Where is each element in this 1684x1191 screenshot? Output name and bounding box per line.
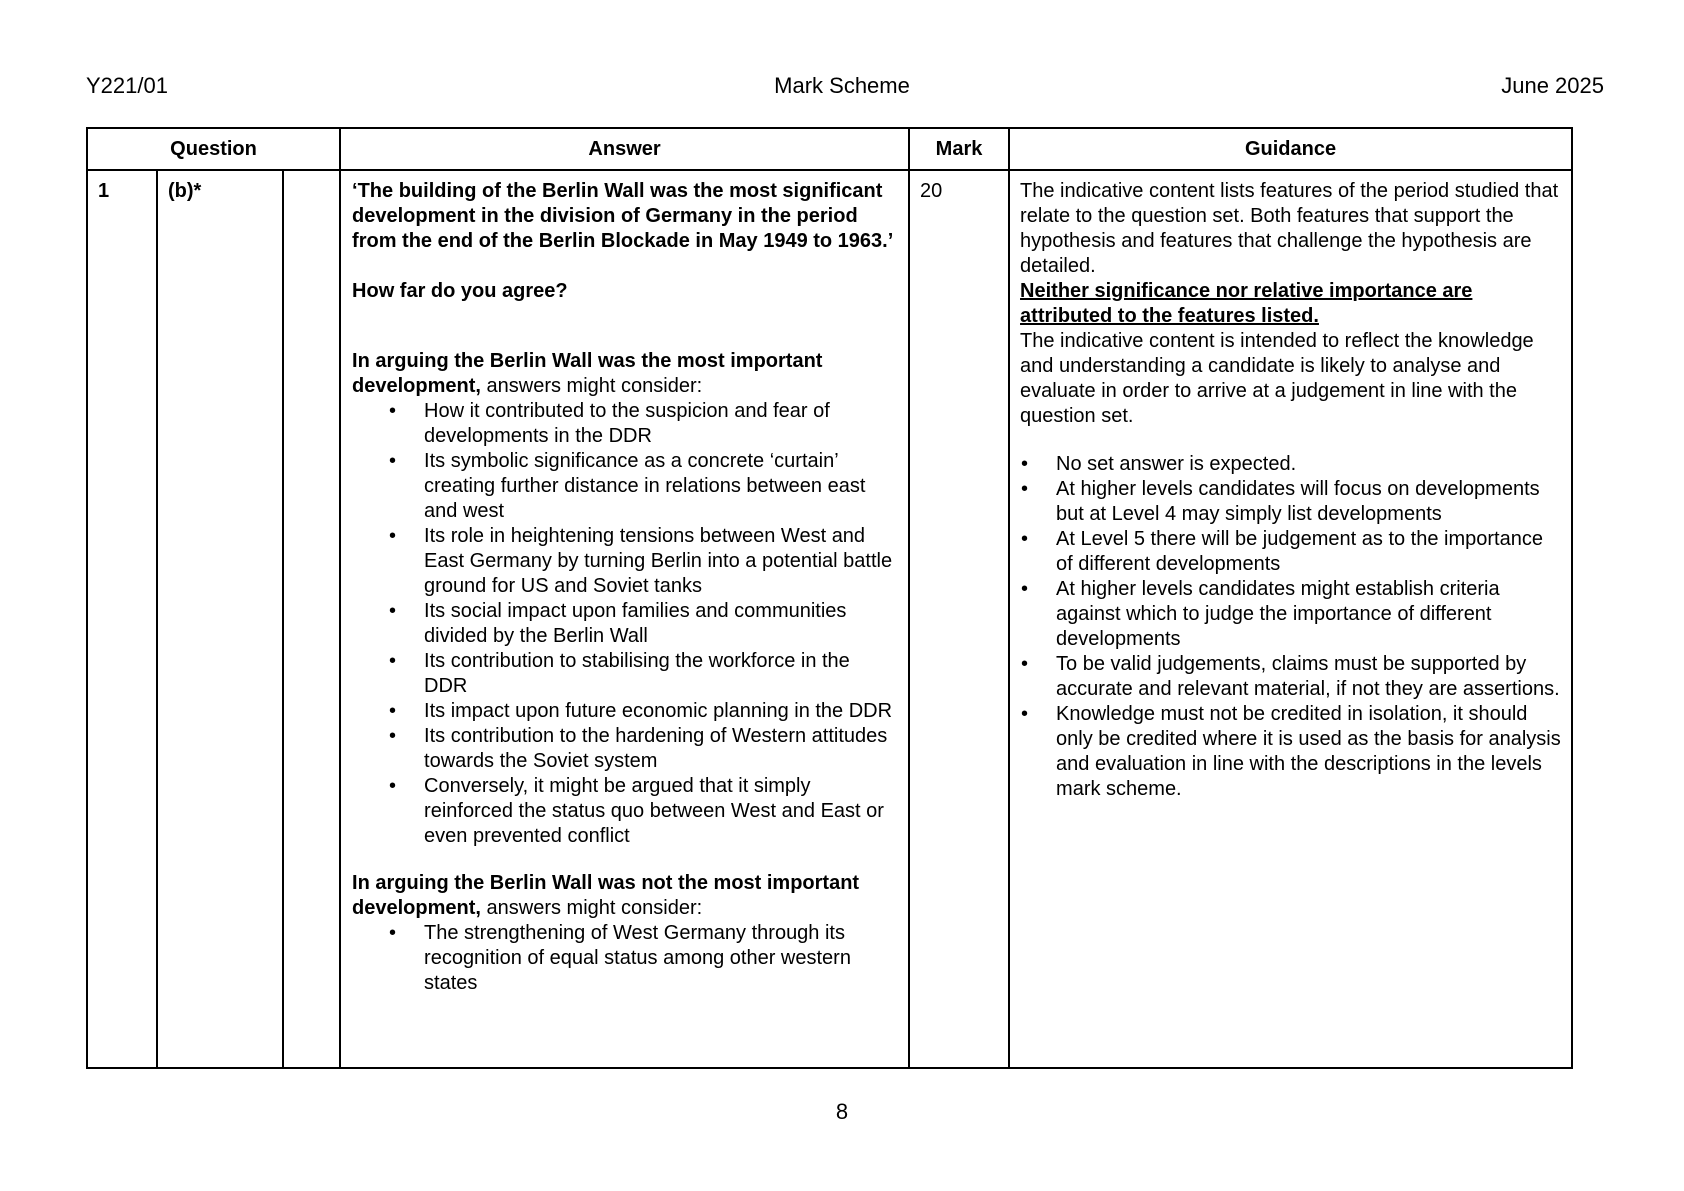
question-number: 1 bbox=[87, 170, 157, 1068]
for-points-list bbox=[352, 399, 898, 849]
mark-value: 20 bbox=[909, 170, 1009, 1068]
question-subpart bbox=[283, 170, 340, 1068]
list-item: • Its social impact upon families and communities divided by the Berlin Wall bbox=[424, 599, 898, 649]
question-part: (b)* bbox=[157, 170, 283, 1068]
answer-prompt: ‘The building of the Berlin Wall was the most significant development in the division of Germany in the period from the end of the Berlin Blockade in May 1949 to 1963.’ bbox=[352, 180, 894, 252]
guidance-emphasis: Neither significance nor relative importance are attributed to the features listed. bbox=[1020, 280, 1473, 327]
column-header-answer: Answer bbox=[340, 128, 909, 170]
table-row bbox=[87, 170, 1572, 1068]
against-points-list bbox=[352, 921, 898, 996]
against-intro-rest: answers might consider: bbox=[480, 897, 703, 919]
for-intro-bold: In arguing the Berlin Wall was the most important development, bbox=[352, 350, 823, 397]
for-intro-rest: answers might consider: bbox=[480, 375, 703, 397]
table-header-row bbox=[87, 128, 1572, 170]
guidance-purpose: The indicative content is intended to reflect the knowledge and understanding a candidate is likely to analyse and evaluate in order to arrive at a judgement in line with the question set. bbox=[1020, 330, 1534, 427]
answer-question: How far do you agree? bbox=[352, 280, 568, 302]
list-item: • Its impact upon future economic planning in the DDR bbox=[424, 699, 898, 724]
document-date: June 2025 bbox=[1501, 73, 1604, 98]
list-item: • No set answer is expected. bbox=[1056, 452, 1561, 477]
list-item: • Its contribution to stabilising the workforce in the DDR bbox=[424, 649, 898, 699]
list-item: • At higher levels candidates will focus on developments but at Level 4 may simply list developments bbox=[1056, 477, 1561, 527]
guidance-cell bbox=[1009, 170, 1572, 1068]
list-item: • Its role in heightening tensions between West and East Germany by turning Berlin into a potential battle ground for US and Soviet tanks bbox=[424, 524, 898, 599]
document-code: Y221/01 bbox=[86, 73, 168, 98]
column-header-mark: Mark bbox=[909, 128, 1009, 170]
list-item: • Its contribution to the hardening of Western attitudes towards the Soviet system bbox=[424, 724, 898, 774]
for-intro bbox=[352, 349, 898, 399]
list-item: • Knowledge must not be credited in isolation, it should only be credited where it is used as the basis for analysis and evaluation in line with the descriptions in the levels mark scheme. bbox=[1056, 702, 1561, 802]
list-item: • At higher levels candidates might establish criteria against which to judge the importance of different developments bbox=[1056, 577, 1561, 652]
list-item: • Conversely, it might be argued that it simply reinforced the status quo between West and East or even prevented conflict bbox=[424, 774, 898, 849]
answer-cell bbox=[340, 170, 909, 1068]
guidance-intro: The indicative content lists features of the period studied that relate to the question set. Both features that support the hypothesis and features that challenge the hypothesis are detailed. bbox=[1020, 180, 1559, 277]
against-intro bbox=[352, 871, 898, 921]
against-intro-bold: In arguing the Berlin Wall was not the most important development, bbox=[352, 872, 860, 919]
column-header-guidance: Guidance bbox=[1009, 128, 1572, 170]
list-item: • Its symbolic significance as a concrete ‘curtain’ creating further distance in relations between east and west bbox=[424, 449, 898, 524]
guidance-points-list bbox=[1020, 452, 1561, 802]
list-item: • The strengthening of West Germany through its recognition of equal status among other western states bbox=[424, 921, 898, 996]
list-item: • How it contributed to the suspicion and fear of developments in the DDR bbox=[424, 399, 898, 449]
document-title: Mark Scheme bbox=[774, 73, 910, 98]
page-number: 8 bbox=[835, 1099, 849, 1124]
list-item: • At Level 5 there will be judgement as to the importance of different developments bbox=[1056, 527, 1561, 577]
mark-scheme-table bbox=[86, 127, 1573, 1069]
column-header-question: Question bbox=[87, 128, 340, 170]
list-item: • To be valid judgements, claims must be supported by accurate and relevant material, if not they are assertions. bbox=[1056, 652, 1561, 702]
